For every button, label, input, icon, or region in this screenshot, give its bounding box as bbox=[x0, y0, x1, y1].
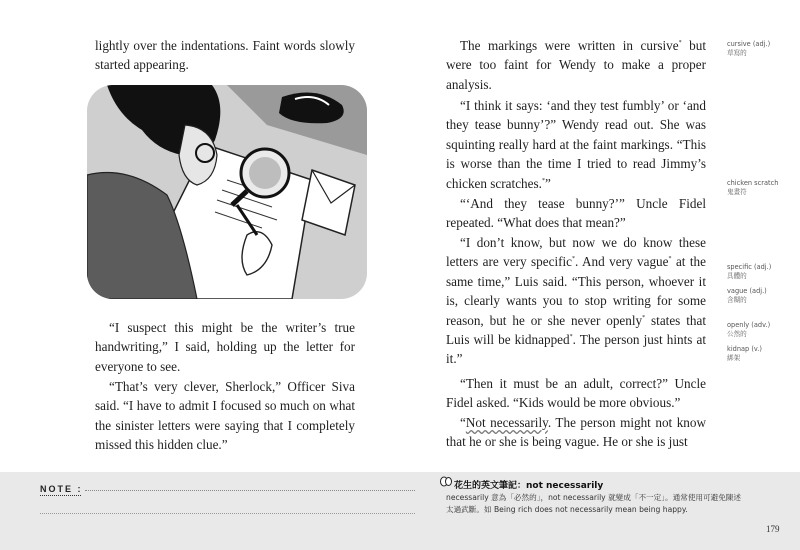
note-heading: 花生的英文筆記：not necessarily bbox=[454, 481, 604, 491]
note-label: NOTE : bbox=[40, 484, 83, 494]
gloss-vague: vague (adj.) 含糊的 bbox=[727, 287, 767, 304]
note-body: necessarily 意為「必然的」，not necessarily 就變成「不一定」。通常使用可避免陳述太過武斷。如 Being rich does not necessarily mean being happy. bbox=[446, 493, 741, 514]
gloss-chicken-scratch: chicken scratch 鬼畫符 bbox=[727, 179, 779, 196]
left-paragraph-3: “That’s very clever, Sherlock,” Officer Siva said. “I have to admit I focused so much on what the sinister letters were saying that I completely missed this hidden clue.” bbox=[95, 379, 355, 453]
right-paragraph-6: “Not necessarily. The person might not know that he or she is being vague. He or she is just bbox=[446, 415, 706, 450]
gloss-openly: openly (adv.) 公然的 bbox=[727, 321, 771, 338]
right-paragraph-5: “Then it must be an adult, correct?” Uncle Fidel asked. “Kids would be more obvious.” bbox=[446, 376, 706, 411]
left-paragraph-2: “I suspect this might be the writer’s true handwriting,” I said, holding up the letter for everyone to see. bbox=[95, 320, 355, 374]
note-writing-line bbox=[85, 490, 415, 491]
peanut-icon bbox=[440, 476, 452, 487]
gloss-kidnap: kidnap (v.) 綁架 bbox=[727, 345, 762, 362]
gloss-specific: specific (adj.) 具體的 bbox=[727, 263, 772, 280]
right-paragraph-1: The markings were written in cursive* but were too faint for Wendy to make a proper analysis. bbox=[446, 38, 706, 92]
gloss-cursive: cursive (adj.) 草寫的 bbox=[727, 40, 771, 57]
right-page-number: 179 bbox=[766, 524, 780, 534]
note-writing-line-2 bbox=[40, 513, 415, 514]
right-paragraph-4: “I don’t know, but now we do know these letters are very specific*. And very vague* at the same time,” Luis said. “This person, whoever it is, clearly wants you to stop writing for some reason, but he or she never openly* states that Luis will be kidnapped*. The person just hints at it.” bbox=[446, 235, 707, 367]
magnifying-glass-illustration bbox=[87, 85, 367, 299]
not-necessarily-phrase: Not necessarily bbox=[465, 415, 548, 430]
left-paragraph-1: lightly over the indentations. Faint words slowly started appearing. bbox=[95, 38, 355, 73]
right-paragraph-3: “‘And they tease bunny?’” Uncle Fidel repeated. “What does that mean?” bbox=[446, 196, 706, 231]
right-paragraph-2: “I think it says: ‘and they test fumbly’ or ‘and they tease bunny’?” Wendy read out. She was squinting really hard at the faint markings. “This is worse than the time I tried to read Jimmy’s chicken scratches.*” bbox=[446, 98, 706, 191]
detective-illustration bbox=[87, 85, 367, 299]
